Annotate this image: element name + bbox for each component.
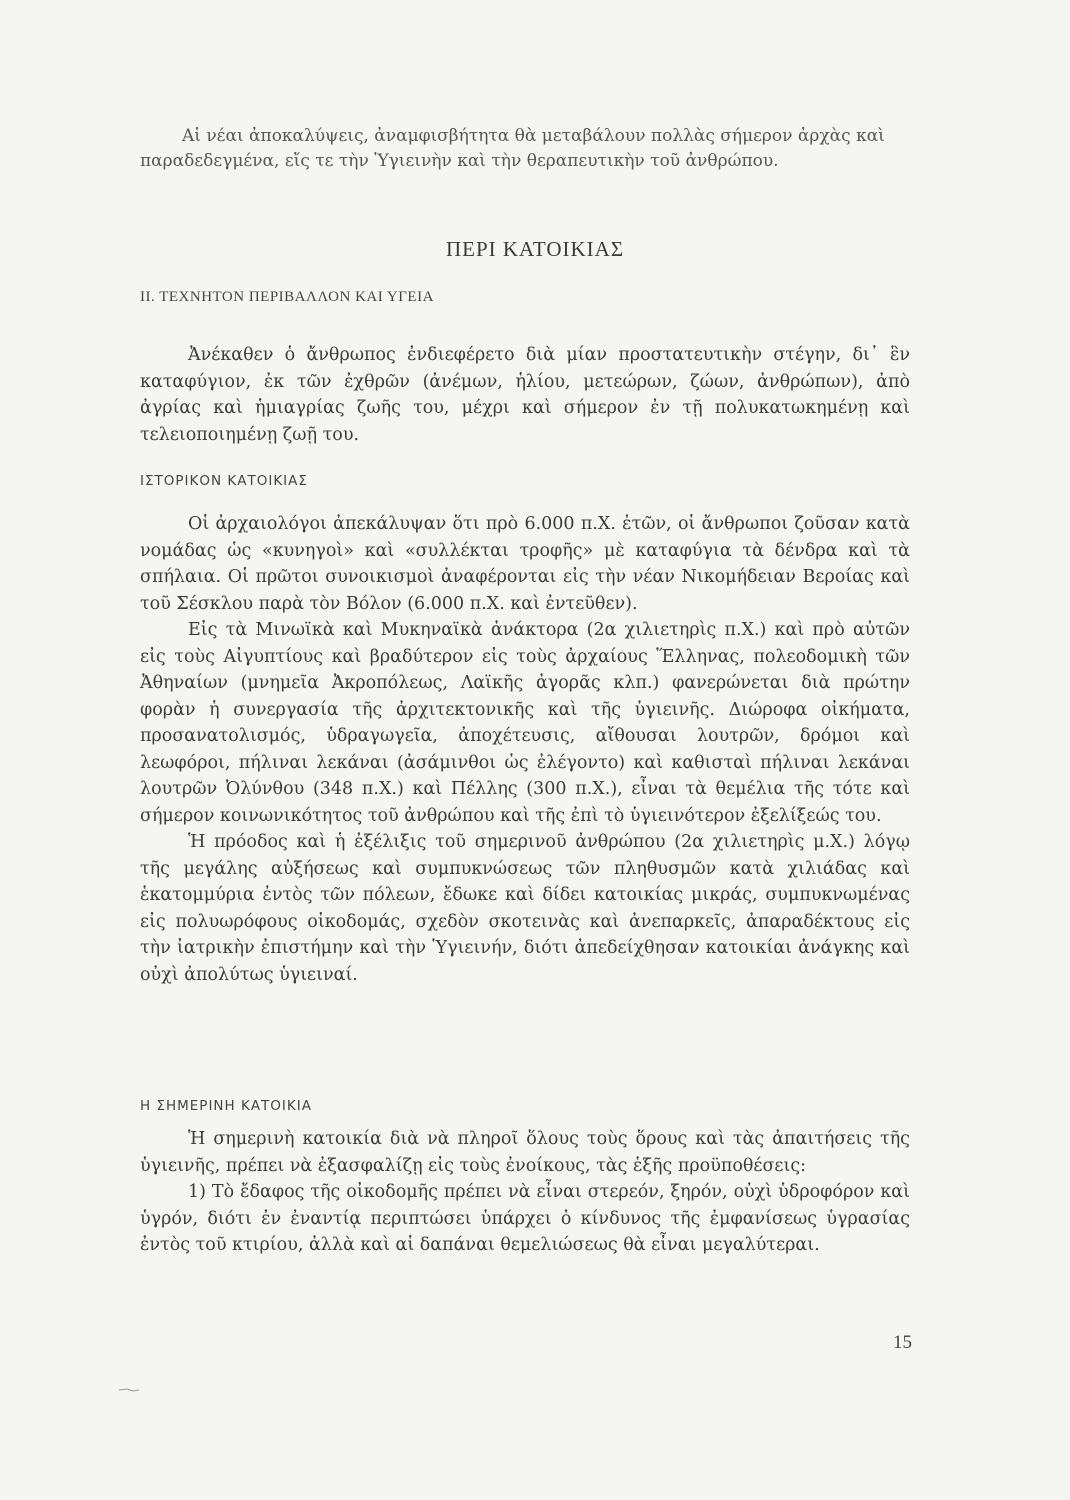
- history-text-block: [140, 511, 910, 988]
- page-number: 15: [893, 1332, 912, 1353]
- intro-paragraph: Αἱ νέαι ἀποκαλύψεις, ἀναμφισβήτητα θὰ μεταβάλουν πολλὰς σήμερον ἀρχὰς καὶ παραδεδεγμένα, εἴς τε τὴν Ὑγιεινὴν καὶ τὴν θεραπευτικὴν τοῦ ἀνθρώπου.: [140, 126, 885, 171]
- intro-paragraph-block: [140, 124, 910, 174]
- section-heading: ΙΙ. ΤΕΧΝΗΤΟΝ ΠΕΡΙΒΑΛΛΟΝ ΚΑΙ ΥΓΕΙΑ: [140, 289, 434, 305]
- chapter-title: ΠΕΡΙ ΚΑΤΟΙΚΙΑΣ: [445, 237, 625, 261]
- history-heading: ΙΣΤΟΡΙΚΟΝ ΚΑΤΟΙΚΙΑΣ: [140, 473, 308, 489]
- today-paragraph-2: 1) Τὸ ἔδαφος τῆς οἰκοδομῆς πρέπει νὰ εἶναι στερεόν, ξηρόν, οὐχὶ ὑδροφόρον καὶ ὑγρόν, διότι ἐν ἐναντίᾳ περιπτώσει ὑπάρχει ὁ κίνδυνος τῆς ἐμφανίσεως ὑγρασίας ἐντὸς τοῦ κτιρίου, ἀλλὰ καὶ αἱ δαπάναι θεμελιώσεως θὰ εἶναι μεγαλύτεραι.: [140, 1182, 910, 1255]
- today-text-block: [140, 1126, 910, 1259]
- today-heading: Η ΣΗΜΕΡΙΝΗ ΚΑΤΟΙΚΙΑ: [140, 1098, 312, 1114]
- history-paragraph-3: Ἡ πρόοδος καὶ ἡ ἐξέλιξις τοῦ σημερινοῦ ἀνθρώπου (2α χιλιετηρὶς μ.Χ.) λόγῳ τῆς μεγάλης αὐξήσεως καὶ συμπυκνώσεως τῶν πληθυσμῶν κατὰ χιλιάδας καὶ ἑκατομμύρια ἐντὸς τῶν πόλεων, ἔδωκε καὶ δίδει κατοικίας μικράς, συμπυκνωμένας εἰς πολυωρόφους οἰκοδομάς, σχεδὸν σκοτεινὰς καὶ ἀνεπαρκεῖς, ἀπαραδέκτους εἰς τὴν ἰατρικὴν ἐπιστήμην καὶ τὴν Ὑγιεινήν, διότι ἀπεδείχθησαν κατοικίαι ἀνάγκης καὶ οὐχὶ ἀπολύτως ὑγιειναί.: [140, 832, 910, 985]
- section-intro-paragraph: Ἀνέκαθεν ὁ ἄνθρωπος ἐνδιεφέρετο διὰ μίαν προστατευτικὴν στέγην, δι᾽ ἓν καταφύγιον, ἐκ τῶν ἐχθρῶν (ἀνέμων, ἡλίου, μετεώρων, ζώων, ἀνθρώπων), ἀπὸ ἀγρίας καὶ ἡμιαγρίας ζωῆς του, μέχρι καὶ σήμερον ἐν τῇ πολυκατωκημένῃ καὶ τελειοποιημένῃ ζωῇ του.: [140, 345, 910, 445]
- today-paragraph-1: Ἡ σημερινὴ κατοικία διὰ νὰ πληροῖ ὅλους τοὺς ὅρους καὶ τὰς ἀπαιτήσεις τῆς ὑγιεινῆς, πρέπει νὰ ἐξασφαλίζῃ εἰς τοὺς ἐνοίκους, τὰς ἑξῆς προϋποθέσεις:: [140, 1129, 910, 1176]
- history-paragraph-2: Εἰς τὰ Μινωϊκὰ καὶ Μυκηναϊκὰ ἀνάκτορα (2α χιλιετηρὶς π.Χ.) καὶ πρὸ αὐτῶν εἰς τοὺς Αἰγυπτίους καὶ βραδύτερον εἰς τοὺς ἀρχαίους Ἕλληνας, πολεοδομικὴ τῶν Ἀθηναίων (μνημεῖα Ἀκροπόλεως, Λαϊκῆς ἀγορᾶς κλπ.) φανερώνεται διὰ πρώτην φορὰν ἡ συνεργασία τῆς ἀρχιτεκτονικῆς καὶ τῆς ὑγιεινῆς. Διώροφα οἰκήματα, προσανατολισμός, ὑδραγωγεῖα, ἀποχέτευσις, αἴθουσαι λουτρῶν, δρόμοι καὶ λεωφόροι, πήλιναι λεκάναι (ἀσάμινθοι ὡς ἐλέγοντο) καὶ καθισταὶ πήλιναι λεκάναι λουτρῶν Ὀλύνθου (348 π.Χ.) καὶ Πέλλης (300 π.Χ.), εἶναι τὰ θεμέλια τῆς τότε καὶ σήμερον κοινωνικότητος τοῦ ἀνθρώπου καὶ τῆς ἐπὶ τὸ ὑγιεινότερον ἐξελίξεώς του.: [140, 620, 910, 826]
- margin-pencil-mark: [118, 1387, 140, 1393]
- section-intro-block: [140, 342, 910, 448]
- history-paragraph-1: Οἱ ἀρχαιολόγοι ἀπεκάλυψαν ὅτι πρὸ 6.000 π.Χ. ἐτῶν, οἱ ἄνθρωποι ζοῦσαν κατὰ νομάδας ὡς «κυνηγοὶ» καὶ «συλλέκται τροφῆς» μὲ καταφύγια τὰ δένδρα καὶ τὰ σπήλαια. Οἱ πρῶτοι συνοικισμοὶ ἀναφέρονται εἰς τὴν νέαν Νικομήδειαν Βεροίας καὶ τοῦ Σέσκλου παρὰ τὸν Βόλον (6.000 π.Χ. καὶ ἐντεῦθεν).: [140, 514, 910, 614]
